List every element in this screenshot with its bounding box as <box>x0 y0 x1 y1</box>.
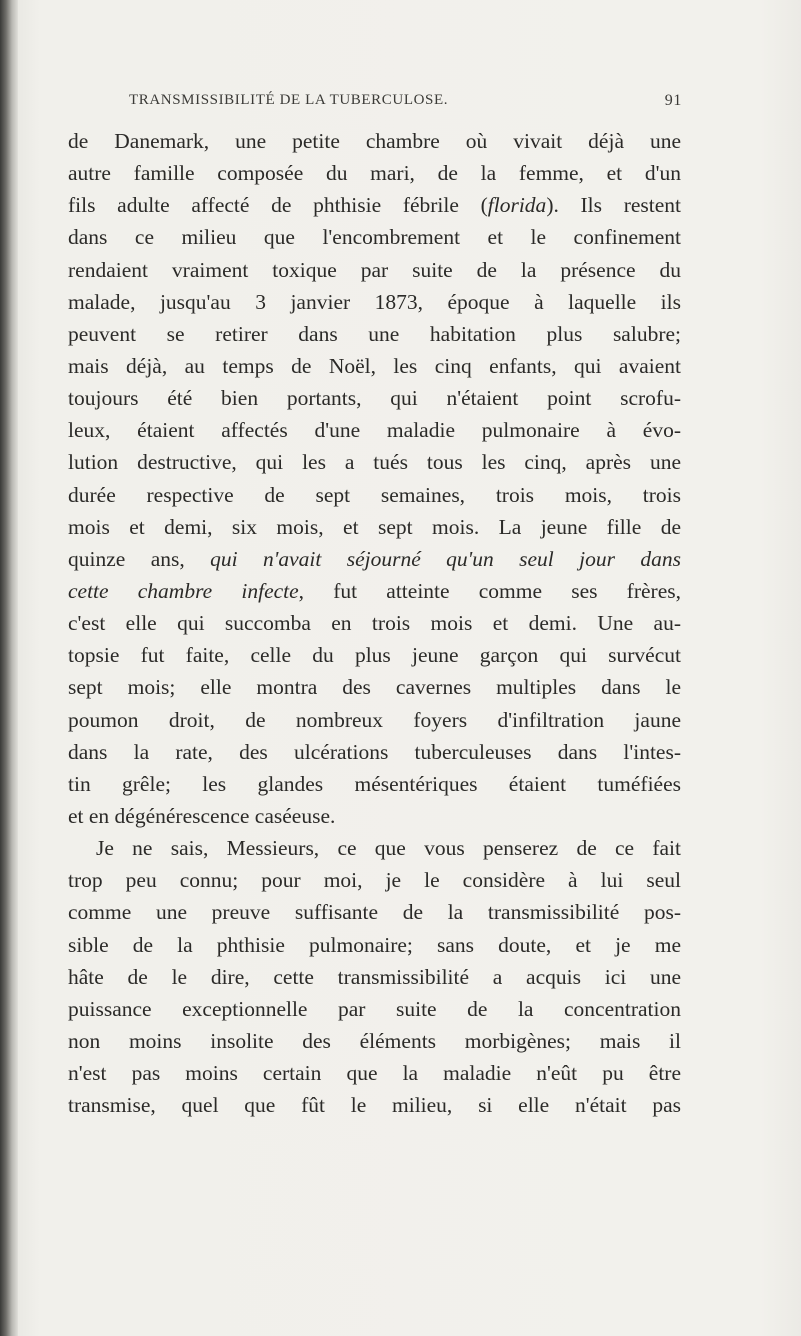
text-span: quinze ans, <box>68 546 211 571</box>
text-line: topsie fut faite, celle du plus jeune garçon qui survécut <box>68 643 681 668</box>
text-line: durée respective de sept semaines, trois mois, trois <box>68 482 681 507</box>
text-line: et en dégénérescence caséeuse. <box>68 803 336 828</box>
text-line: trop peu connu; pour moi, je le considère à lui seul <box>68 868 681 893</box>
body-text <box>68 125 681 1121</box>
text-line: peuvent se retirer dans une habitation plus salubre; <box>68 321 681 346</box>
text-line: malade, jusqu'au 3 janvier 1873, époque à laquelle ils <box>68 289 681 314</box>
text-line: dans la rate, des ulcérations tuberculeuses dans l'intes- <box>68 739 681 764</box>
text-span: fils adulte affecté de phthisie fébrile ( <box>68 193 488 218</box>
text-line: rendaient vraiment toxique par suite de la présence du <box>68 257 681 282</box>
text-line: comme une preuve suffisante de la transmissibilité pos- <box>68 900 681 925</box>
italic-text: florida <box>487 193 547 218</box>
text-span: ). Ils restent <box>546 193 681 218</box>
text-line: hâte de le dire, cette transmissibilité a acquis ici une <box>68 964 681 989</box>
text-line: dans ce milieu que l'encombrement et le confinement <box>68 225 681 250</box>
text-line <box>68 575 681 607</box>
text-line: puissance exceptionnelle par suite de la concentration <box>68 996 681 1021</box>
text-line: non moins insolite des éléments morbigènes; mais il <box>68 1028 681 1053</box>
text-line: leux, étaient affectés d'une maladie pulmonaire à évo- <box>68 418 681 443</box>
text-line <box>68 189 681 221</box>
running-header <box>129 92 682 112</box>
text-line: c'est elle qui succomba en trois mois et demi. Une au- <box>68 611 681 636</box>
text-line: mois et demi, six mois, et sept mois. La jeune fille de <box>68 514 681 539</box>
text-line: n'est pas moins certain que la maladie n'eût pu être <box>68 1061 681 1086</box>
text-line: autre famille composée du mari, de la femme, et d'un <box>68 161 681 186</box>
text-span: , fut atteinte comme ses frères, <box>298 578 681 603</box>
text-line <box>68 543 681 575</box>
running-title: TRANSMISSIBILITÉ DE LA TUBERCULOSE. <box>129 92 449 108</box>
text-line: transmise, quel que fût le milieu, si elle n'était pas <box>68 1093 681 1118</box>
text-line: sept mois; elle montra des cavernes multiples dans le <box>68 675 681 700</box>
text-line: sible de la phthisie pulmonaire; sans doute, et je me <box>68 932 681 957</box>
text-line: tin grêle; les glandes mésentériques étaient tuméfiées <box>68 771 681 796</box>
text-line: de Danemark, une petite chambre où vivait déjà une <box>68 129 681 153</box>
text-line: toujours été bien portants, qui n'étaient point scrofu- <box>68 386 681 411</box>
text-line: Je ne sais, Messieurs, ce que vous penserez de ce fait <box>96 836 681 861</box>
text-line: lution destructive, qui les a tués tous les cinq, après une <box>68 450 681 475</box>
italic-text: qui n'avait séjourné qu'un seul jour dans <box>210 546 681 571</box>
book-binding-edge <box>0 0 18 1336</box>
page-number: 91 <box>664 92 682 109</box>
italic-text: cette chambre infecte <box>68 578 299 603</box>
text-line: poumon droit, de nombreux foyers d'infiltration jaune <box>68 707 681 732</box>
text-line: mais déjà, au temps de Noël, les cinq enfants, qui avaient <box>68 353 681 378</box>
